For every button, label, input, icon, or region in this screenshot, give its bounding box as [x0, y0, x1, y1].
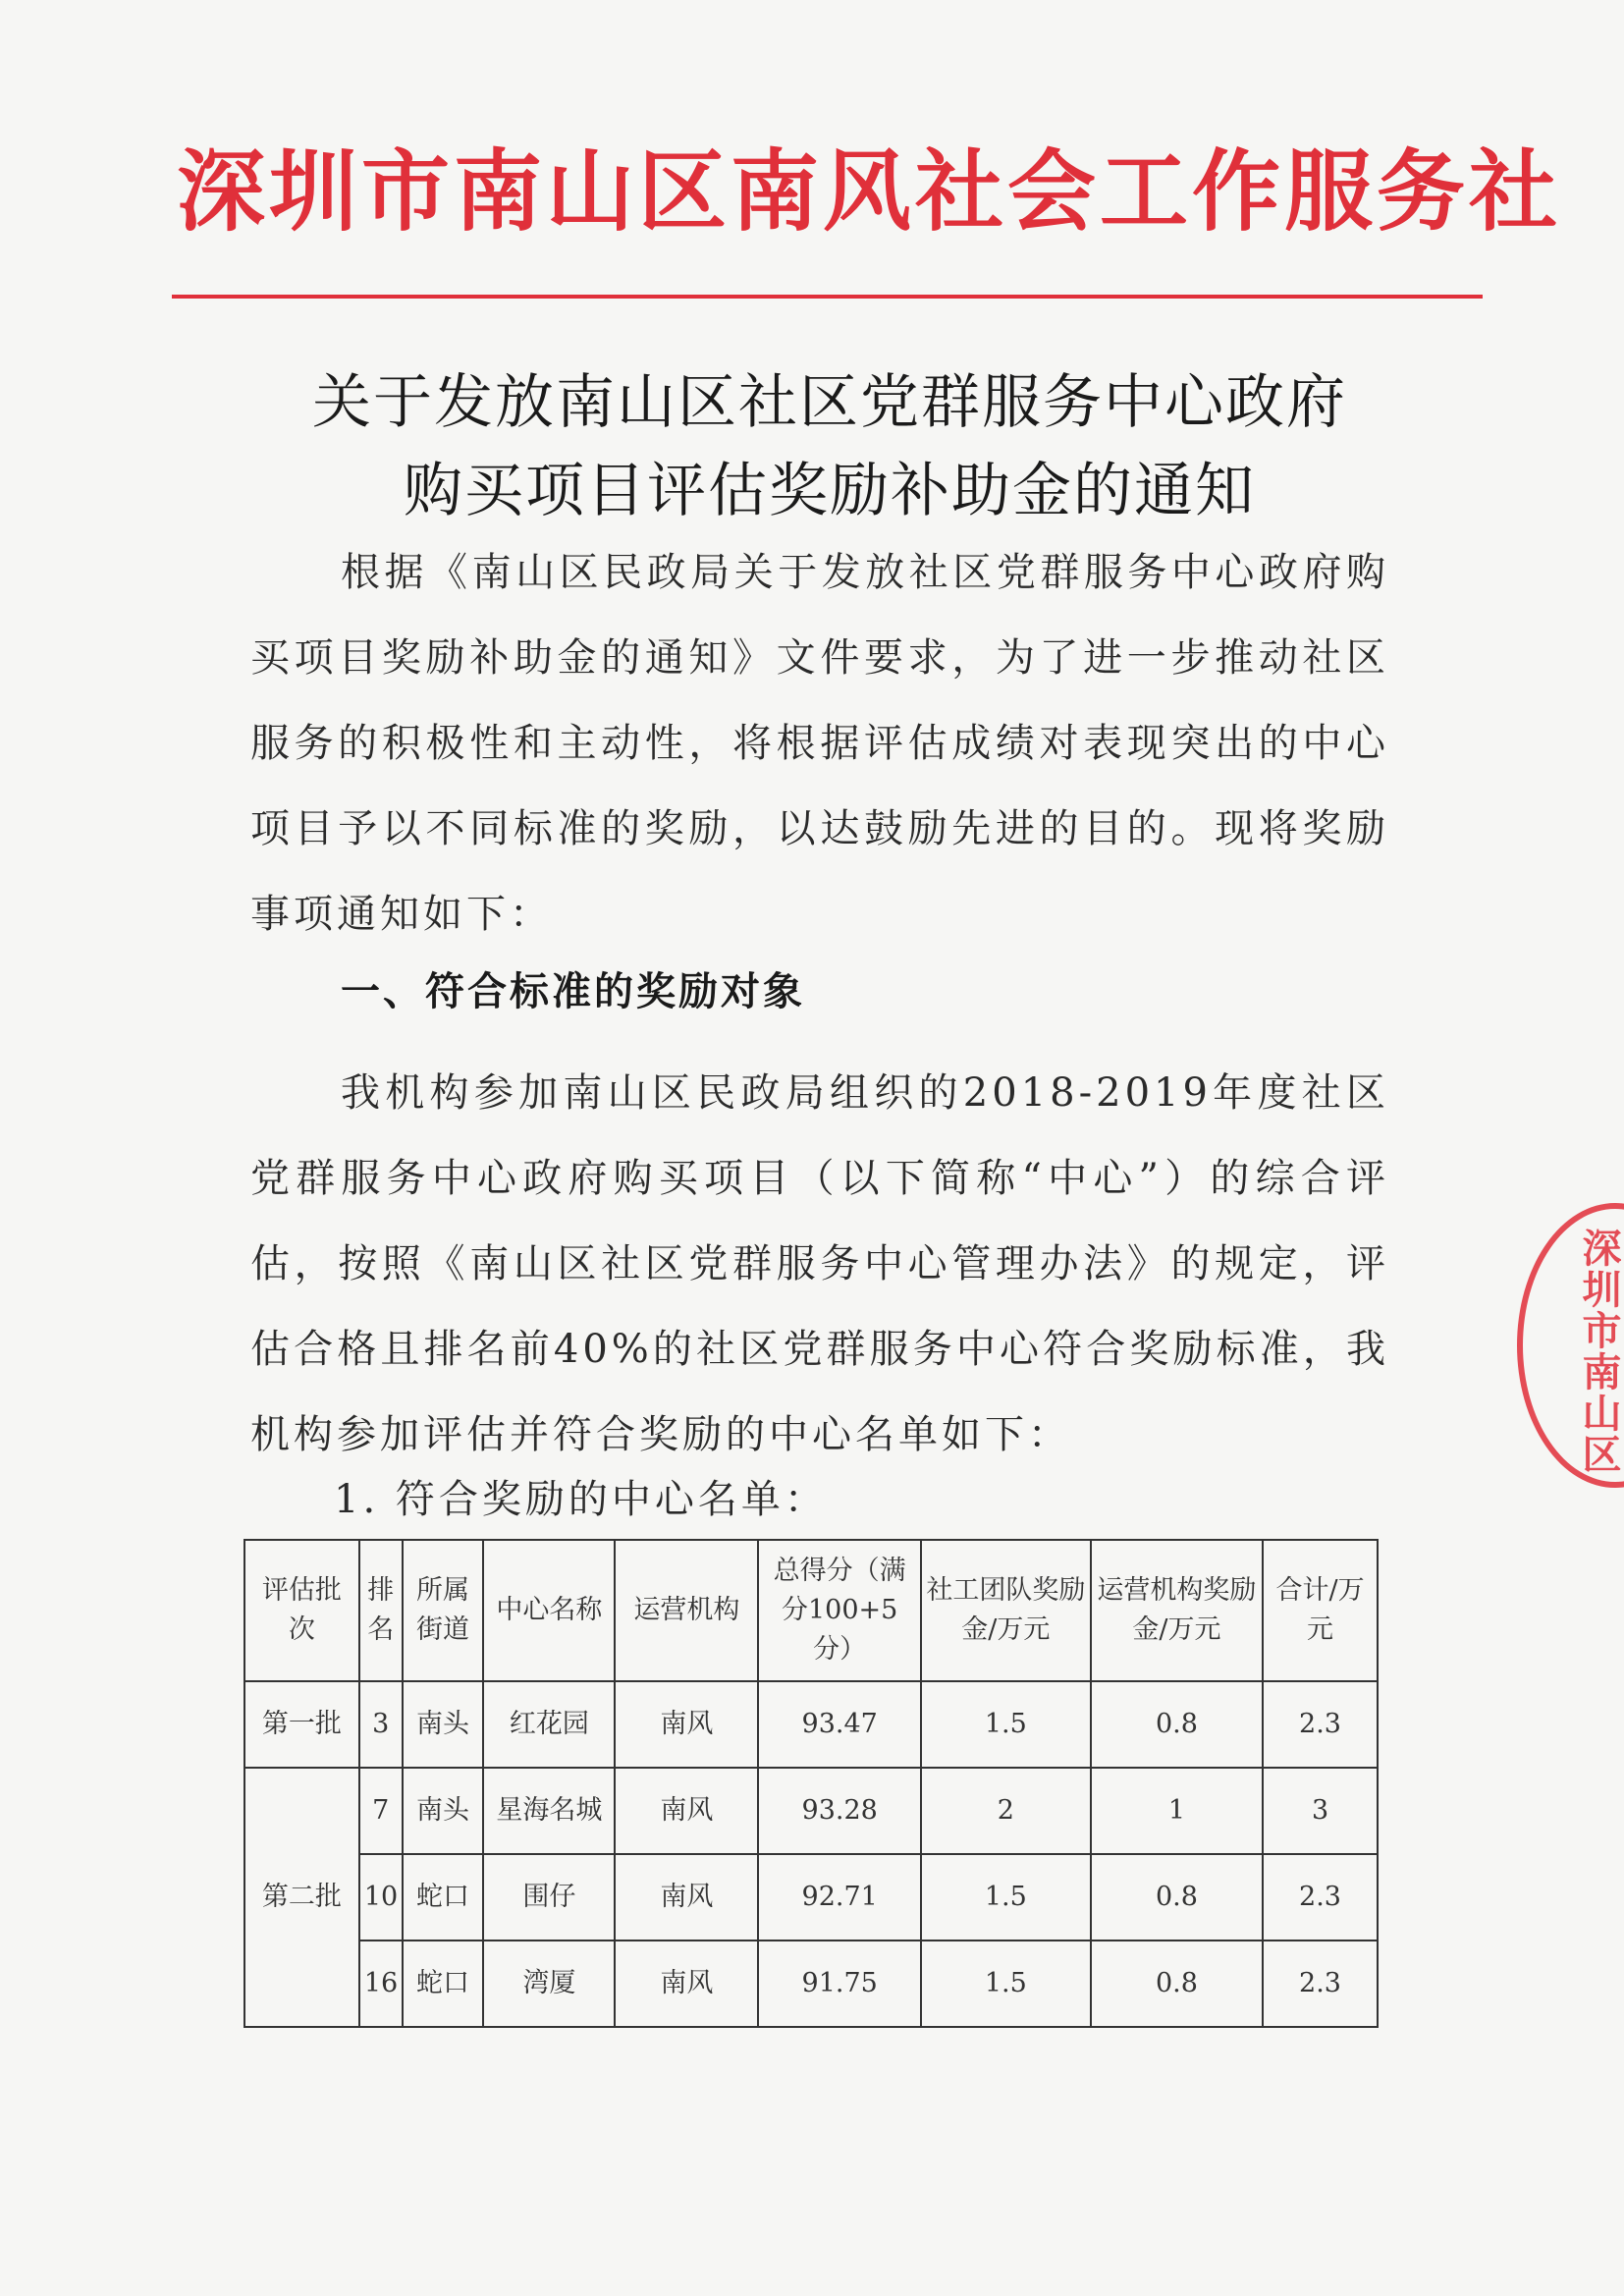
cell-org-award: 0.8 — [1091, 1854, 1263, 1941]
official-seal-text: 深圳市南山区 — [1576, 1228, 1621, 1475]
cell-score: 93.47 — [758, 1681, 921, 1768]
header-total-score: 总得分（满分100+5分） — [758, 1540, 921, 1681]
letterhead-red-rule — [172, 295, 1483, 299]
cell-team-award: 1.5 — [921, 1941, 1091, 2027]
cell-rank: 16 — [359, 1941, 403, 2027]
cell-score: 91.75 — [758, 1941, 921, 2027]
header-rank: 排名 — [359, 1540, 403, 1681]
cell-operator: 南风 — [615, 1681, 758, 1768]
cell-rank: 3 — [359, 1681, 403, 1768]
cell-score: 93.28 — [758, 1768, 921, 1854]
cell-operator: 南风 — [615, 1941, 758, 2027]
cell-team-award: 2 — [921, 1768, 1091, 1854]
cell-street: 蛇口 — [403, 1854, 484, 1941]
list-title-award-centers: 1. 符合奖励的中心名单： — [334, 1477, 828, 1522]
cell-rank: 7 — [359, 1768, 403, 1854]
paragraph-intro: 根据《南山区民政局关于发放社区党群服务中心政府购买项目奖励补助金的通知》文件要求，为了进一步推动社区服务的积极性和主动性，将根据评估成绩对表现突出的中心项目予以不同标准的奖励，以达鼓励先进的目的。现将奖励事项通知如下： — [250, 550, 1389, 937]
cell-operator: 南风 — [615, 1768, 758, 1854]
letterhead-organization-name: 深圳市南山区南风社会工作服务社 — [177, 139, 1561, 244]
section-heading-award-targets: 一、符合标准的奖励对象 — [341, 969, 805, 1014]
cell-total: 2.3 — [1263, 1681, 1378, 1768]
award-centers-table — [244, 1539, 1379, 2028]
cell-total: 2.3 — [1263, 1941, 1378, 2027]
table-header-row — [244, 1540, 1378, 1681]
header-street: 所属街道 — [403, 1540, 484, 1681]
document-title — [226, 358, 1434, 535]
document-title-line-2: 购买项目评估奖励补助金的通知 — [404, 457, 1256, 525]
cell-center: 星海名城 — [483, 1768, 615, 1854]
header-team-award: 社工团队奖励金/万元 — [921, 1540, 1091, 1681]
cell-batch: 第二批 — [244, 1768, 359, 2027]
cell-batch: 第一批 — [244, 1681, 359, 1768]
table-row — [244, 1681, 1378, 1768]
header-center-name: 中心名称 — [483, 1540, 615, 1681]
header-batch: 评估批次 — [244, 1540, 359, 1681]
table-row — [244, 1768, 1378, 1854]
cell-street: 南头 — [403, 1681, 484, 1768]
cell-center: 红花园 — [483, 1681, 615, 1768]
cell-team-award: 1.5 — [921, 1854, 1091, 1941]
header-org-award: 运营机构奖励金/万元 — [1091, 1540, 1263, 1681]
cell-street: 蛇口 — [403, 1941, 484, 2027]
table-row — [244, 1941, 1378, 2027]
cell-team-award: 1.5 — [921, 1681, 1091, 1768]
cell-total: 3 — [1263, 1768, 1378, 1854]
cell-operator: 南风 — [615, 1854, 758, 1941]
cell-total: 2.3 — [1263, 1854, 1378, 1941]
paragraph-eligibility: 我机构参加南山区民政局组织的2018-2019年度社区党群服务中心政府购买项目（以下简称“中心”）的综合评估，按照《南山区社区党群服务中心管理办法》的规定，评估合格且排名前40%的社区党群服务中心符合奖励标准，我机构参加评估并符合奖励的中心名单如下： — [250, 1070, 1389, 1457]
cell-org-award: 0.8 — [1091, 1941, 1263, 2027]
cell-rank: 10 — [359, 1854, 403, 1941]
table-row — [244, 1854, 1378, 1941]
cell-center: 湾厦 — [483, 1941, 615, 2027]
cell-org-award: 1 — [1091, 1768, 1263, 1854]
cell-score: 92.71 — [758, 1854, 921, 1941]
document-title-line-1: 关于发放南山区社区党群服务中心政府 — [312, 368, 1347, 437]
cell-org-award: 0.8 — [1091, 1681, 1263, 1768]
header-total: 合计/万元 — [1263, 1540, 1378, 1681]
cell-center: 围仔 — [483, 1854, 615, 1941]
cell-street: 南头 — [403, 1768, 484, 1854]
header-operator: 运营机构 — [615, 1540, 758, 1681]
